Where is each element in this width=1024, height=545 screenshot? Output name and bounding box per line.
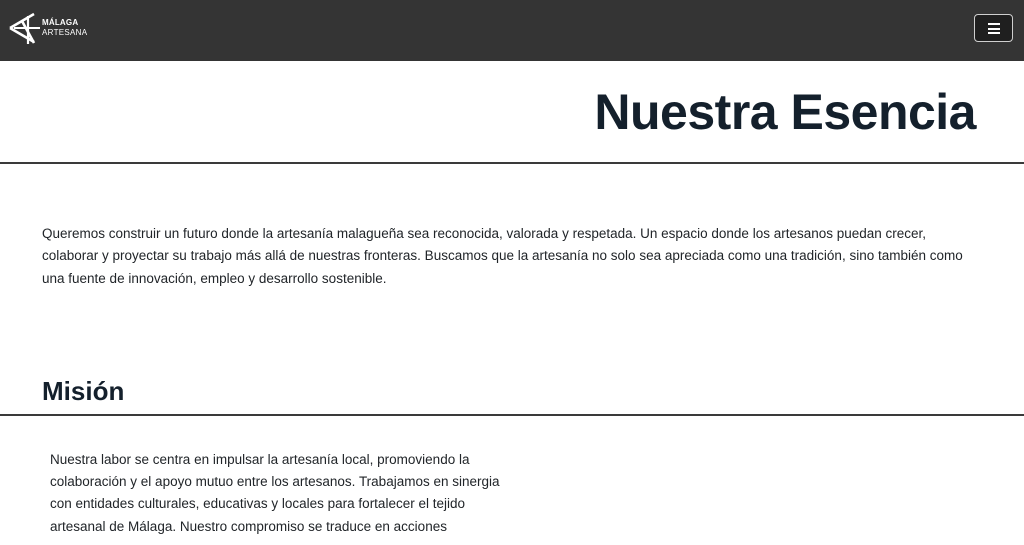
page-title: Nuestra Esencia xyxy=(594,84,976,140)
mission-paragraph: Nuestra labor se centra en impulsar la artesanía local, promoviendo la colaboración y el apoyo mutuo entre los artesanos. Trabajamos en sinergia con entidades culturales, educativas y locales para fortalecer el tejido artesanal de Málaga. Nuestro compromiso se traduce en acciones xyxy=(50,452,500,534)
brand-name: MÁLAGA xyxy=(42,18,79,27)
section-divider xyxy=(0,414,1024,416)
brand-subtitle: ARTESANA xyxy=(42,28,88,37)
intro-paragraph: Queremos construir un futuro donde la artesanía malagueña sea reconocida, valorada y respetada. Un espacio donde los artesanos puedan crecer, colaborar y proyectar su trabajo más allá de nuestras fronteras. Buscamos que la artesanía no solo sea apreciada como una tradición, sino también como una fuente de innovación, empleo y desarrollo sostenible. xyxy=(42,226,963,286)
malaga-artesana-logo-icon xyxy=(8,12,42,46)
brand-logo-link[interactable] xyxy=(8,12,88,46)
mission-heading: Misión xyxy=(42,376,125,406)
top-navbar xyxy=(0,0,1024,61)
page-header xyxy=(0,61,1024,164)
menu-toggle-button[interactable] xyxy=(974,14,1013,42)
